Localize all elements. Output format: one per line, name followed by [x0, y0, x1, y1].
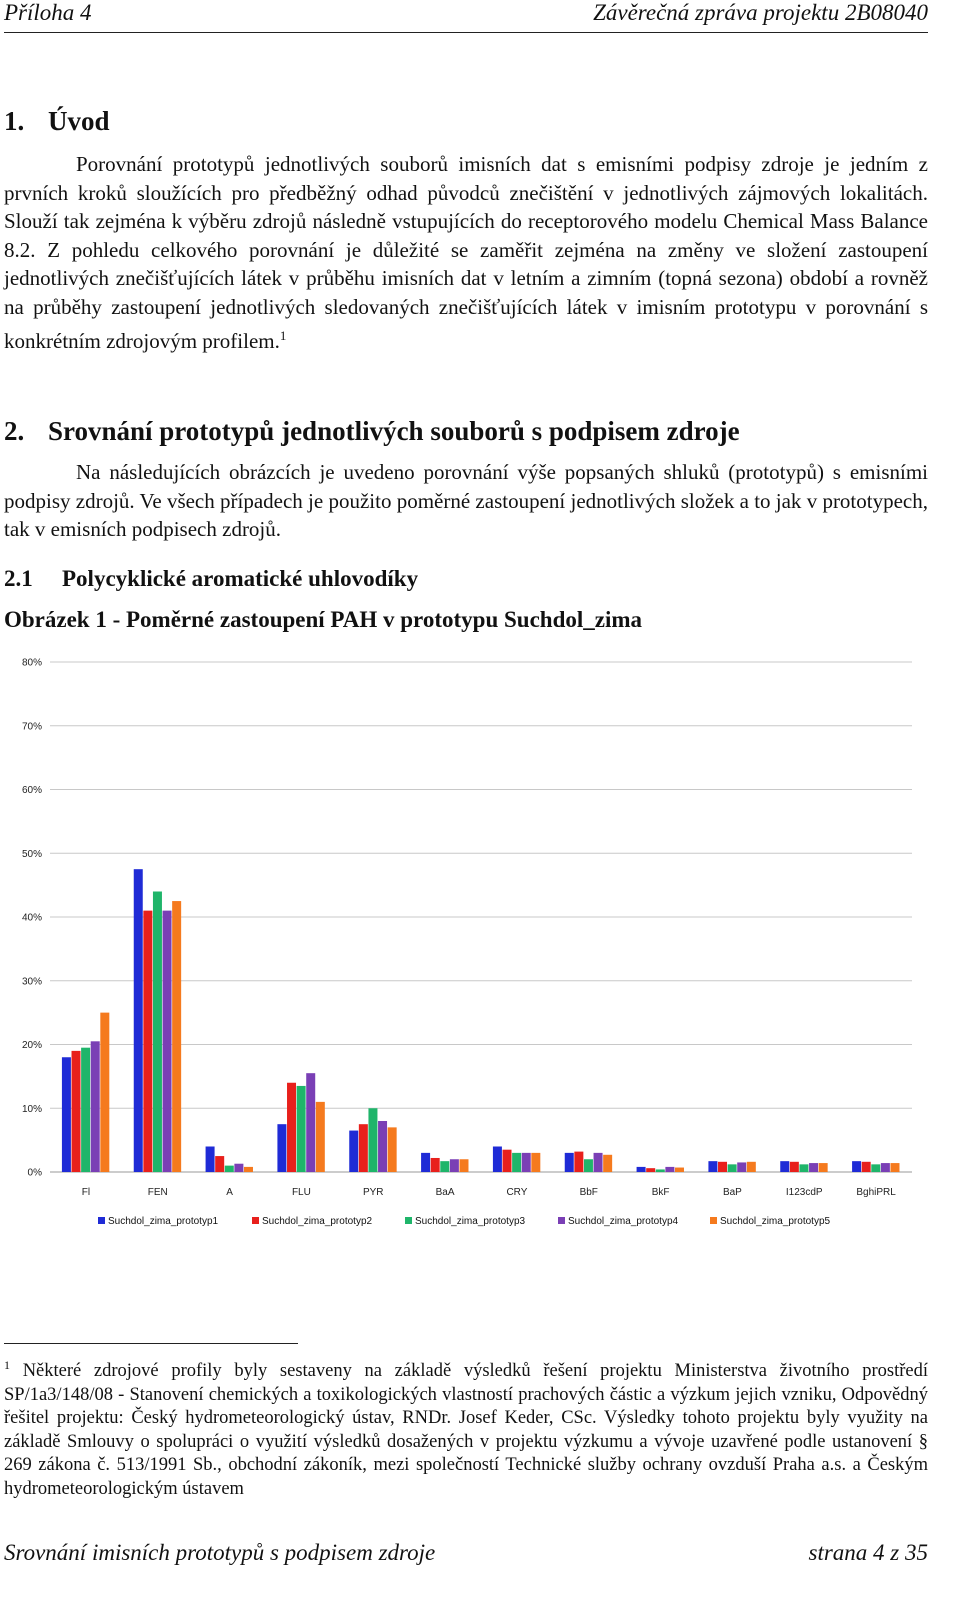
bar [297, 1086, 306, 1172]
x-tick-label: BkF [651, 1187, 670, 1198]
section-2-1-number: 2.1 [4, 566, 33, 591]
x-tick-label: BghiPRL [856, 1187, 896, 1198]
legend-swatch [558, 1217, 565, 1224]
legend-swatch [405, 1217, 412, 1224]
bar [459, 1159, 468, 1172]
section-1-title: Úvod [48, 106, 110, 136]
section-2-1-title: Polycyklické aromatické uhlovodíky [62, 566, 419, 591]
bar [81, 1048, 90, 1172]
pah-bar-chart [0, 648, 960, 1248]
bar [388, 1127, 397, 1172]
bar [565, 1153, 574, 1172]
bar [143, 911, 152, 1172]
bar [244, 1167, 253, 1172]
x-tick-label: A [226, 1187, 233, 1198]
bar [790, 1162, 799, 1172]
bar [718, 1162, 727, 1172]
bar [206, 1147, 215, 1173]
bar [819, 1163, 828, 1172]
y-tick-label: 20% [21, 1040, 42, 1051]
bar [656, 1169, 665, 1172]
bar [603, 1155, 612, 1172]
legend-label: Suchdol_zima_prototyp3 [415, 1216, 526, 1227]
y-tick-label: 40% [21, 912, 42, 924]
bar [584, 1159, 593, 1172]
y-tick-label: 80% [21, 657, 42, 669]
bar [234, 1164, 243, 1172]
bar [675, 1168, 684, 1172]
legend-label: Suchdol_zima_prototyp4 [568, 1216, 679, 1227]
legend-swatch [98, 1217, 105, 1224]
legend-label: Suchdol_zima_prototyp5 [720, 1216, 831, 1227]
bar [440, 1161, 449, 1172]
y-tick-label: 10% [21, 1103, 42, 1115]
section-2-1-heading [4, 566, 418, 592]
bar [316, 1102, 325, 1172]
bar [708, 1161, 717, 1172]
footer-right: strana 4 z 35 [808, 1540, 928, 1565]
bar [431, 1158, 440, 1172]
bar [728, 1164, 737, 1172]
bar [277, 1124, 286, 1172]
bar [881, 1163, 890, 1172]
section-2-number: 2. [4, 416, 25, 446]
x-tick-label: BaP [722, 1187, 742, 1198]
footnote-separator [4, 1343, 298, 1344]
bar [421, 1153, 430, 1172]
section-2-title: Srovnání prototypů jednotlivých souborů s podpisem zdroje [48, 416, 740, 446]
bar [368, 1108, 377, 1172]
header-right: Závěrečná zpráva projektu 2B08040 [593, 0, 928, 25]
legend-label: Suchdol_zima_prototyp1 [108, 1216, 219, 1227]
bar [665, 1167, 674, 1172]
bar [594, 1153, 603, 1172]
bar [862, 1162, 871, 1172]
bar [799, 1164, 808, 1172]
bar [450, 1159, 459, 1172]
bar [646, 1168, 655, 1172]
y-tick-label: 60% [21, 785, 42, 796]
bar [574, 1152, 583, 1172]
bar [503, 1150, 512, 1172]
section-2-paragraph [4, 458, 928, 544]
section-1-paragraph [4, 150, 928, 355]
legend-swatch [252, 1217, 259, 1224]
x-tick-label: BbF [579, 1187, 598, 1198]
footnote-text: Některé zdrojové profily byly sestaveny na základě výsledků řešení projektu Ministerstva životního prostředí SP/1a3/148/08 - Stanovení chemických a toxikologických vlastností prachových částic a výzkum jejich vzniku, Odpovědný řešitel projektu: Český hydrometeorologický ústav, RNDr. Josef Keder, CSc. Výsledky tohoto projektu byly využity na základě Smlouvy o spolupráci o využití výsledků dosažených v projektu výzkumu a vývoje uzavřené podle ustanovení § 269 zákona č. 513/1991 Sb., obchodní zákoník, mezi společností Technické služby ochrany ovzduší Praha a.s. a Českým hydrometeorologickým ústavem [4, 1361, 928, 1499]
bar [531, 1153, 540, 1172]
figure-caption: Obrázek 1 - Poměrné zastoupení PAH v prototypu Suchdol_zima [4, 607, 643, 632]
bar [163, 911, 172, 1172]
bar [512, 1153, 521, 1172]
bar [637, 1167, 646, 1172]
y-tick-label: 70% [21, 721, 42, 733]
x-tick-label: I123cdP [785, 1187, 823, 1198]
bar [871, 1164, 880, 1172]
section-1-text: Porovnání prototypů jednotlivých souborů imisních dat s emisními podpisy zdroje je jedním z prvních kroků sloužících pro předběžný odhad původců znečištění v jednotlivých zájmových lokalitách. Slouží tak zejména k výběru zdrojů následně vstupujících do receptorového modelu Chemical Mass Balance 8.2. Z pohledu celkového porovnání je důležité se zaměřit zejména na změny ve složení zastoupení jednotlivých znečišťujících látek v průběhu imisních dat v letním a zimním (topná sezona) období a rovněž na průběhy zastoupení jednotlivých sledovaných znečišťujících látek v imisním prototypu v porovnání s konkrétním zdrojovým profilem. [4, 152, 928, 353]
footer-left: Srovnání imisních prototypů s podpisem zdroje [4, 1540, 436, 1565]
x-tick-label: BaA [435, 1187, 455, 1198]
y-tick-label: 50% [21, 848, 42, 860]
legend-label: Suchdol_zima_prototyp2 [262, 1216, 373, 1227]
section-2-heading [4, 416, 740, 447]
bar [780, 1161, 789, 1172]
x-tick-label: FEN [147, 1187, 168, 1198]
bar [215, 1156, 224, 1172]
bar [225, 1166, 234, 1172]
bar [378, 1121, 387, 1172]
bar [737, 1162, 746, 1172]
x-tick-label: Fl [81, 1187, 91, 1198]
y-tick-label: 30% [21, 976, 42, 988]
y-tick-label: 0% [27, 1167, 42, 1179]
bar [172, 901, 181, 1172]
footnote [4, 1354, 928, 1501]
bar [306, 1073, 315, 1172]
bar [349, 1131, 358, 1172]
bar [287, 1083, 296, 1172]
bar [522, 1153, 531, 1172]
bar [134, 869, 143, 1172]
x-tick-label: CRY [506, 1187, 528, 1198]
footnote-number: 1 [4, 1358, 10, 1372]
bar [809, 1163, 818, 1172]
section-2-text: Na následujících obrázcích je uvedeno porovnání výše popsaných shluků (prototypů) s emisními podpisy zdrojů. Ve všech případech je použito poměrné zastoupení jednotlivých složek a to jak v prototypech, tak v emisních podpisech zdrojů. [4, 460, 928, 542]
bar [852, 1161, 861, 1172]
legend-swatch [710, 1217, 717, 1224]
header-rule [4, 32, 928, 33]
bar [890, 1163, 899, 1172]
section-1-heading [4, 106, 110, 137]
bar [747, 1162, 756, 1172]
footnote-reference[interactable]: 1 [279, 327, 287, 343]
header-left: Příloha 4 [4, 0, 92, 25]
bar [153, 892, 162, 1173]
bar [359, 1124, 368, 1172]
bar [62, 1057, 71, 1172]
section-1-number: 1. [4, 106, 25, 136]
bar [72, 1051, 81, 1172]
bar [493, 1147, 502, 1173]
x-tick-label: FLU [291, 1187, 311, 1198]
x-tick-label: PYR [362, 1187, 384, 1198]
bar [91, 1041, 100, 1172]
bar [100, 1013, 109, 1172]
